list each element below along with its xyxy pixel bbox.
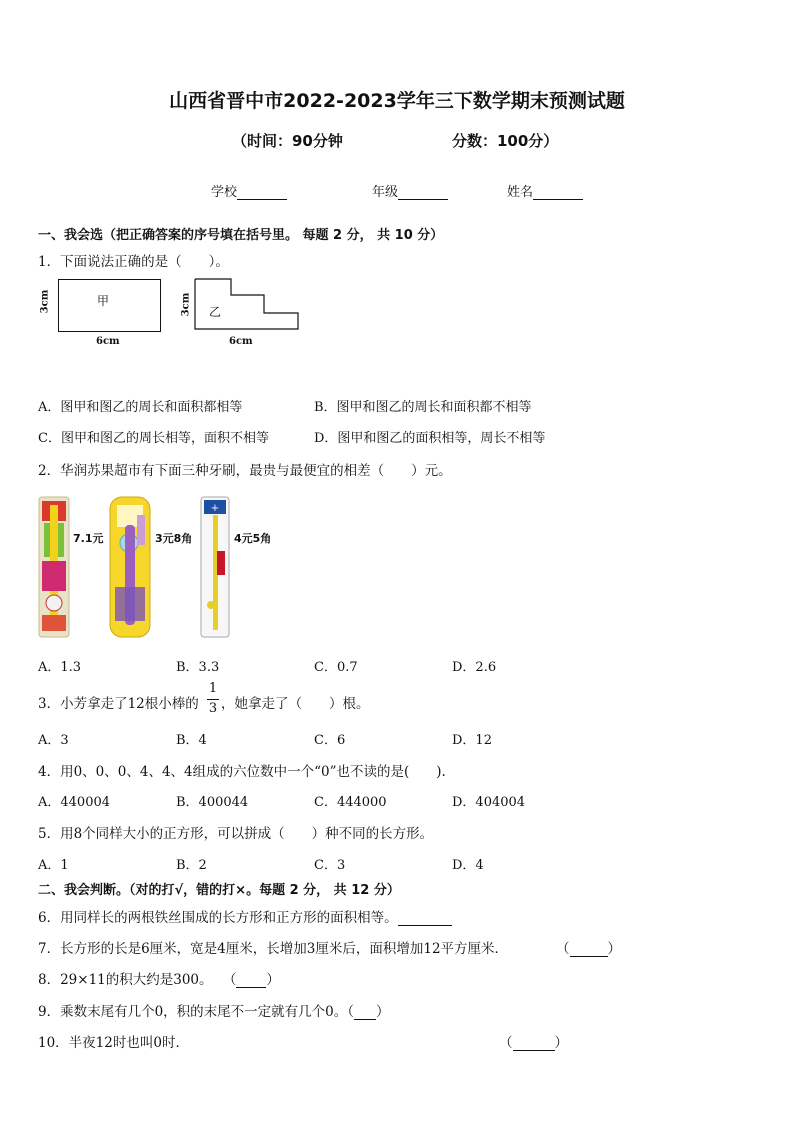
toothbrush-1-image: [36, 495, 72, 639]
price-label-3: 4元5角: [234, 532, 272, 545]
q10-close-paren: ）: [554, 1035, 568, 1051]
question-7: 7．长方形的长是6厘米，宽是4厘米，长增加3厘米后，面积增加12平方厘米．: [38, 941, 509, 957]
question-9-text: 9．乘数末尾有几个0，积的末尾不一定就有几个0。: [38, 1004, 348, 1020]
q7-close-paren: ）: [607, 941, 621, 957]
q5-option-c[interactable]: C．3: [314, 858, 346, 873]
q2-option-c[interactable]: C．0.7: [314, 660, 358, 675]
q5-option-d[interactable]: D．4: [452, 858, 484, 873]
section2-heading: 二、我会判断。（对的打√，错的打×。每题 2 分， 共 12 分）: [38, 883, 400, 898]
question-6: [38, 906, 452, 926]
q9-open-paren: （: [347, 1004, 355, 1020]
question-1: 1．下面说法正确的是（ ）。: [38, 254, 229, 270]
question-10: 10．半夜12时也叫0时．: [38, 1035, 189, 1051]
fraction-denominator: 3: [208, 701, 218, 716]
q6-answer-blank[interactable]: [398, 911, 452, 926]
q8-open-paren: （: [222, 972, 237, 988]
q3-option-a[interactable]: A．3: [38, 733, 69, 748]
q1-option-d[interactable]: D．图甲和图乙的面积相等，周长不相等: [314, 431, 546, 446]
svg-text:+: +: [210, 503, 220, 514]
school-blank[interactable]: [237, 185, 287, 200]
figure-yi-height-label: 3cm: [180, 292, 192, 317]
toothbrush-2-image: [107, 495, 153, 639]
fraction-numerator: 1: [208, 681, 218, 696]
q5-option-a[interactable]: A．1: [38, 858, 69, 873]
grade-field: [372, 181, 448, 200]
question-6-text: 6．用同样长的两根铁丝围成的长方形和正方形的面积相等。: [38, 910, 398, 926]
name-blank[interactable]: [533, 185, 583, 200]
q7-open-paren: （: [556, 941, 570, 957]
question-3-text-before: 3．小芳拿走了12根小棒的: [38, 696, 199, 712]
question-8: [38, 968, 280, 988]
q10-answer-blank[interactable]: [513, 1036, 555, 1051]
q2-option-b[interactable]: B．3.3: [176, 660, 220, 675]
q3-option-d[interactable]: D．12: [452, 733, 492, 748]
q4-option-d[interactable]: D．404004: [452, 795, 526, 810]
question-5: 5．用8个同样大小的正方形，可以拼成（ ）种不同的长方形。: [38, 826, 434, 842]
toothbrush-3-image: [198, 495, 232, 639]
question-8-text: 8．29×11的积大约是300。: [38, 972, 213, 988]
school-label: 学校: [211, 185, 238, 200]
question-3-text-after: ，她拿走了（ ）根。: [221, 696, 370, 712]
figure-jia-width-label: 6cm: [96, 336, 120, 347]
price-label-2: 3元8角: [155, 532, 193, 545]
question-9: [38, 1000, 390, 1020]
figure-jia-height-label: 3cm: [39, 289, 51, 314]
page-title: 山西省晋中市2022-2023学年三下数学期末预测试题: [169, 90, 625, 112]
q4-option-c[interactable]: C．444000: [314, 795, 387, 810]
q4-option-a[interactable]: A．440004: [38, 795, 111, 810]
price-label-1: 7.1元: [73, 532, 104, 545]
q1-option-a[interactable]: A．图甲和图乙的周长和面积都相等: [38, 400, 243, 415]
figure-yi-label: 乙: [209, 305, 222, 319]
q8-answer-blank[interactable]: [236, 973, 266, 988]
figure-jia-label: 甲: [97, 294, 110, 308]
question-2: 2．华润苏果超市有下面三种牙刷，最贵与最便宜的相差（ ）元。: [38, 463, 452, 479]
q9-close-paren: ）: [376, 1004, 390, 1020]
grade-blank[interactable]: [398, 185, 448, 200]
school-field: [211, 181, 287, 200]
q3-option-b[interactable]: B．4: [176, 733, 207, 748]
q1-option-b[interactable]: B．图甲和图乙的周长和面积都不相等: [314, 400, 532, 415]
name-label: 姓名: [507, 185, 534, 200]
q5-option-b[interactable]: B．2: [176, 858, 207, 873]
q9-answer-blank[interactable]: [354, 1005, 376, 1020]
q7-answer-blank[interactable]: [570, 942, 608, 957]
q10-open-paren: （: [499, 1035, 513, 1051]
q1-option-c[interactable]: C．图甲和图乙的周长相等，面积不相等: [38, 431, 269, 446]
q3-option-c[interactable]: C．6: [314, 733, 346, 748]
q4-option-b[interactable]: B．400044: [176, 795, 249, 810]
question-4: 4．用0、0、0、4、4、4组成的六位数中一个“0”也不读的是( ).: [38, 764, 446, 780]
q7-answer[interactable]: [556, 937, 621, 957]
section1-heading: 一、我会选（把正确答案的序号填在括号里。 每题 2 分， 共 10 分）: [38, 228, 444, 243]
figure-jia-rectangle: [58, 279, 161, 332]
grade-label: 年级: [372, 185, 399, 200]
q8-close-paren: ）: [266, 972, 280, 988]
fraction-bar: [207, 699, 219, 700]
name-field: [507, 181, 583, 200]
exam-score: 分数：100分）: [452, 132, 559, 150]
q10-answer[interactable]: [499, 1031, 568, 1051]
q2-option-a[interactable]: A．1.3: [38, 660, 82, 675]
figure-yi-width-label: 6cm: [229, 336, 253, 347]
q2-option-d[interactable]: D．2.6: [452, 660, 497, 675]
exam-time: （时间：90分钟: [232, 132, 343, 150]
